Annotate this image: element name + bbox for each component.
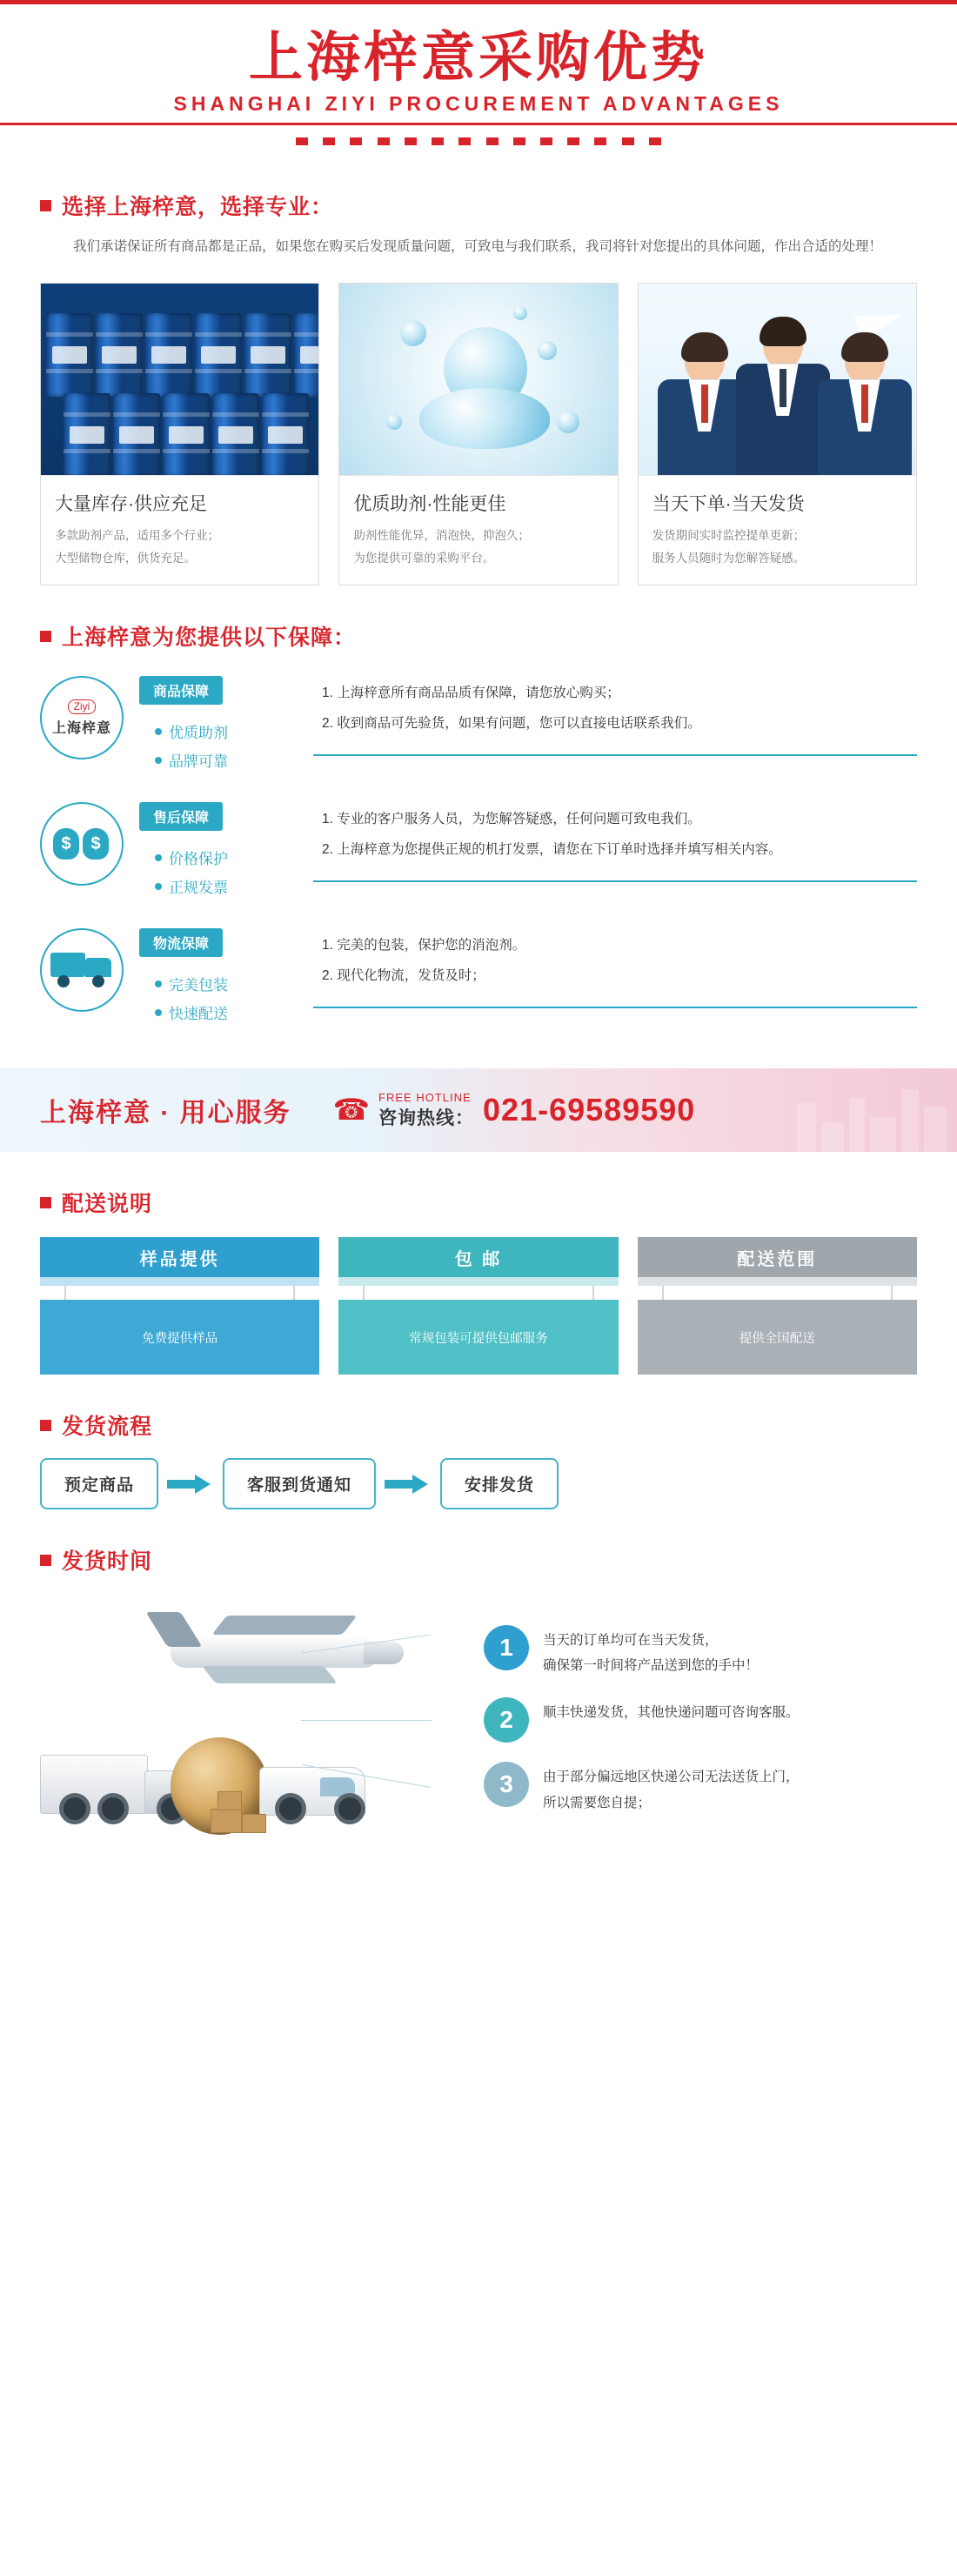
shiptime-item [484, 1762, 917, 1816]
guarantee-bullet [155, 749, 313, 771]
dot-icon [155, 1009, 162, 1016]
section-title-guarantee [40, 620, 957, 652]
card-desc-line1: 发货期间实时监控提单更新； [652, 529, 806, 543]
bullet-label: 优质助剂 [169, 725, 228, 742]
page-header [0, 0, 957, 155]
panel-links [40, 1286, 319, 1300]
step-number-badge: 1 [484, 1625, 529, 1670]
dot-icon [155, 854, 162, 861]
flow-steps [40, 1458, 917, 1509]
shiptime-line2: 所以需要您自提； [543, 1795, 652, 1810]
arrow-right-icon [167, 1475, 214, 1494]
guarantee-text [313, 676, 917, 755]
panel-links [638, 1286, 917, 1300]
panel-body: 提供全国配送 [638, 1300, 917, 1375]
panel-bar [638, 1277, 917, 1286]
bullet-square-icon [40, 1555, 51, 1566]
guarantee-bullet [155, 720, 313, 742]
panel-head: 样品提供 [40, 1237, 319, 1277]
money-bags-icon [40, 802, 144, 882]
guarantee-line: 1. 专业的客户服务人员，为您解答疑惑，任何问题可致电我们。 [322, 812, 701, 827]
bullet-label: 品牌可靠 [169, 753, 228, 771]
badge-top-text: Ziyi [68, 699, 97, 714]
section-title-text: 配送说明 [62, 1192, 153, 1217]
bullet-square-icon [40, 1420, 51, 1431]
guarantee-bullet [155, 846, 313, 868]
guarantee-text [313, 928, 917, 1007]
bullet-label: 快速配送 [169, 1006, 228, 1023]
shiptime-line1: 当天的订单均可在当天发货， [543, 1632, 719, 1648]
card-caption: 当天下单·当天发货 [639, 475, 916, 525]
water-splash-photo [339, 284, 617, 475]
advantage-cards [40, 283, 917, 585]
panel-bar [338, 1277, 618, 1286]
card-desc-line2: 服务人员随时为您解答疑感。 [652, 551, 806, 565]
flow-step: 预定商品 [40, 1458, 158, 1509]
hotline-en-label: FREE HOTLINE [378, 1090, 472, 1104]
guarantee-bullet [155, 973, 313, 994]
plane-truck-globe-illustration [40, 1589, 475, 1850]
section-title-delivery [40, 1187, 957, 1218]
guarantee-row [40, 928, 917, 1030]
card-desc [41, 525, 318, 585]
skyline-decoration [731, 1068, 957, 1152]
panel-bar [40, 1277, 319, 1286]
shiptime-block [40, 1589, 917, 1850]
guarantee-line: 2. 收到商品可先验货，如果有问题，您可以直接电话联系我们。 [322, 716, 701, 732]
section-title-shiptime [40, 1544, 957, 1576]
section-title-professional [40, 190, 957, 221]
truck-icon [50, 953, 113, 987]
section-title-flow [40, 1409, 957, 1441]
card-desc [639, 525, 916, 585]
bullet-square-icon [40, 631, 51, 642]
shiptime-line1: 由于部分偏远地区快递公司无法送货上门， [543, 1770, 800, 1785]
ziyi-logo-icon [40, 676, 144, 756]
step-number-badge: 3 [484, 1762, 529, 1807]
hotline-banner [0, 1068, 957, 1152]
guarantee-row [40, 802, 917, 904]
shiptime-item [484, 1625, 917, 1679]
shiptime-text [543, 1697, 800, 1725]
hotline-number[interactable]: 021-69589590 [483, 1092, 696, 1128]
step-number-badge: 2 [484, 1697, 529, 1743]
card-desc-line2: 为您提供可靠的采购平台。 [353, 551, 495, 565]
section-title-text: 上海梓意为您提供以下保障： [62, 626, 357, 651]
panel-head: 包 邮 [338, 1237, 618, 1277]
card-desc-line2: 大型储物仓库，供货充足。 [55, 551, 196, 565]
flow-step: 安排发货 [440, 1458, 559, 1509]
delivery-panel [638, 1237, 917, 1375]
panel-head: 配送范围 [638, 1237, 917, 1277]
card-desc-line1: 多款助剂产品，适用多个行业； [55, 529, 219, 543]
blue-barrels-photo [41, 284, 318, 475]
shiptime-item [484, 1697, 917, 1743]
shiptime-items [475, 1606, 917, 1836]
service-team-photo [639, 284, 916, 475]
page-subtitle: SHANGHAI ZIYI PROCUREMENT ADVANTAGES [173, 92, 784, 116]
panel-links [338, 1286, 618, 1300]
panel-body: 常规包装可提供包邮服务 [338, 1300, 618, 1375]
bullet-label: 价格保护 [169, 851, 228, 868]
guarantee-tag: 售后保障 [139, 802, 223, 831]
delivery-panels [40, 1237, 917, 1375]
guarantee-mid [139, 676, 313, 778]
guarantee-bullet [155, 1001, 313, 1023]
dot-icon [155, 883, 162, 890]
shiptime-text [543, 1625, 759, 1679]
guarantee-tag: 商品保障 [139, 676, 223, 705]
guarantee-line: 2. 现代化物流，发货及时； [322, 968, 485, 984]
header-dot-divider [296, 137, 661, 146]
intro-paragraph: 我们承诺保证所有商品都是正品，如果您在购买后发现质量问题，可致电与我们联系，我司将针对您提出的具体问题，作出合适的处理！ [73, 239, 883, 255]
shiptime-line2: 确保第一时间将产品送到您的手中！ [543, 1657, 760, 1673]
hotline-cn-label: 咨询热线： [378, 1107, 475, 1128]
page-title: 上海梓意采购优势 [248, 25, 708, 89]
guarantee-row [40, 676, 917, 778]
guarantee-line: 2. 上海梓意为您提供正规的机打发票，请您在下订单时选择并填写相关内容。 [322, 842, 782, 858]
bullet-square-icon [40, 1197, 51, 1208]
card-caption: 大量库存·供应充足 [41, 475, 318, 525]
dot-icon [155, 728, 162, 735]
guarantee-mid [139, 928, 313, 1030]
guarantee-mid [139, 802, 313, 904]
card-desc [339, 525, 617, 585]
advantage-card [40, 283, 319, 585]
guarantee-line: 1. 完美的包装，保护您的消泡剂。 [322, 938, 526, 953]
bullet-label: 完美包装 [169, 977, 228, 994]
header-divider [0, 123, 957, 125]
hotline-labels [378, 1091, 474, 1130]
phone-icon: ☎ [332, 1094, 371, 1127]
guarantee-bullet [155, 875, 313, 897]
arrow-right-icon [385, 1475, 432, 1494]
delivery-panel [40, 1237, 319, 1375]
section-title-text: 发货时间 [62, 1549, 153, 1575]
panel-body: 免费提供样品 [40, 1300, 319, 1375]
flow-step: 客服到货通知 [223, 1458, 376, 1509]
dot-icon [155, 980, 162, 987]
bullet-label: 正规发票 [169, 880, 228, 897]
delivery-panel [338, 1237, 618, 1375]
guarantee-list [40, 676, 917, 1030]
card-desc-line1: 助剂性能优异，消泡快，抑泡久； [353, 529, 530, 543]
advantage-card [338, 283, 618, 585]
guarantee-line: 1. 上海梓意所有商品品质有保障，请您放心购买； [322, 686, 620, 701]
shiptime-line1: 顺丰快递发货，其他快递问题可咨询客服。 [543, 1705, 800, 1721]
advantage-card [638, 283, 917, 585]
section-title-text: 选择上海梓意，选择专业： [62, 195, 334, 220]
guarantee-tag: 物流保障 [139, 928, 223, 957]
shiptime-text [543, 1762, 800, 1816]
guarantee-text [313, 802, 917, 881]
section-title-text: 发货流程 [62, 1415, 153, 1440]
delivery-truck-icon [40, 928, 144, 1008]
dot-icon [155, 757, 162, 764]
badge-main-text: 上海梓意 [51, 720, 111, 736]
hotline-brand: 上海梓意 · 用心服务 [40, 1099, 291, 1128]
card-caption: 优质助剂·性能更佳 [339, 475, 617, 525]
money-icon: $ $ [50, 823, 114, 865]
bullet-square-icon [40, 200, 51, 211]
